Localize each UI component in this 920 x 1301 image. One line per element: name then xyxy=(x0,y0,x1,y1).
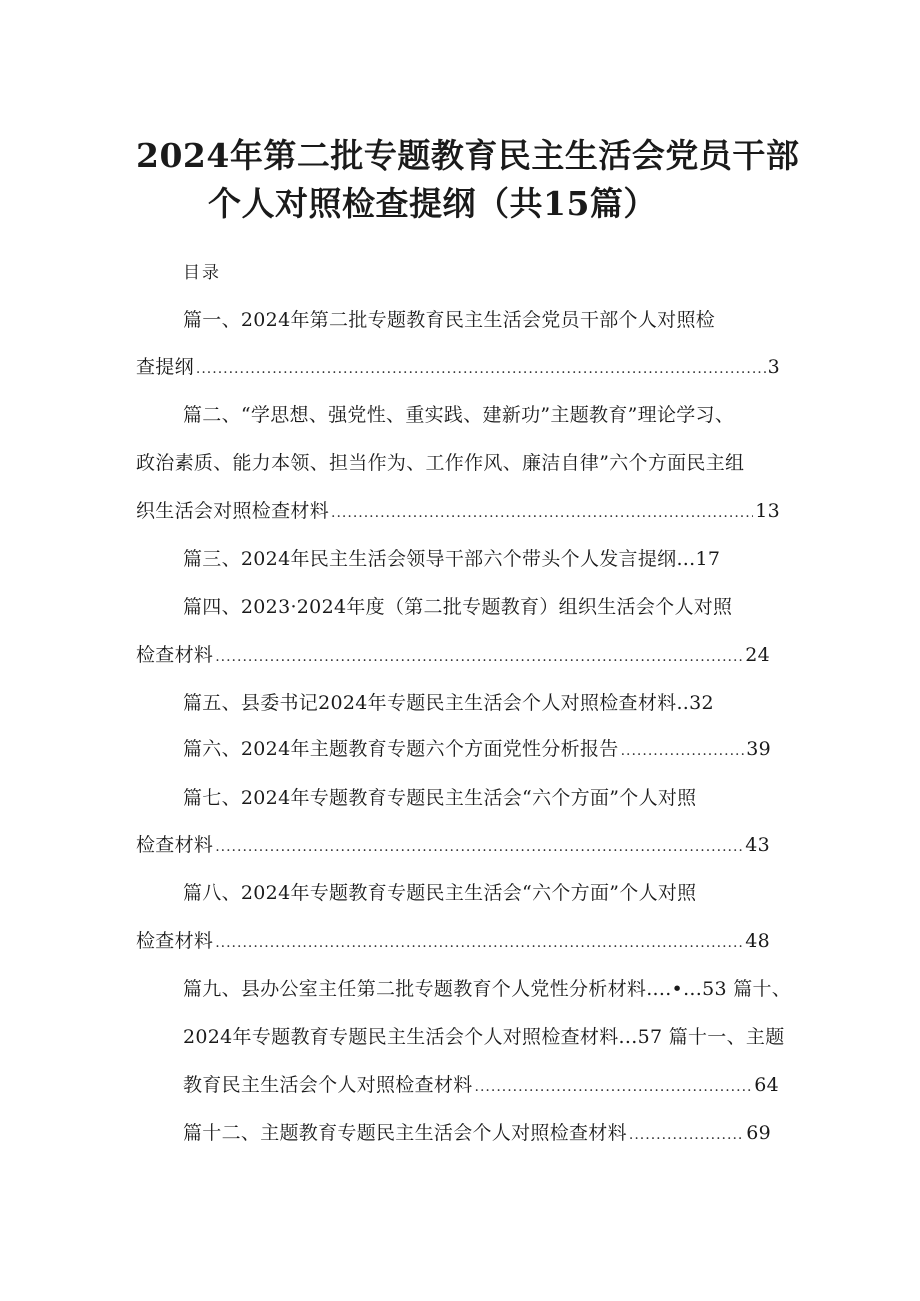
toc-entry-10-line-1[interactable] xyxy=(183,1022,785,1052)
toc-entry-text: 篇八、2024年专题教育专题民主生活会“六个方面”个人对照 xyxy=(183,882,697,904)
toc-entry-text: 篇六、2024年主题教育专题六个方面党性分析报告 xyxy=(183,738,619,760)
toc-leader-dots xyxy=(215,642,743,672)
toc-entry-text: 篇五、县委书记2024年专题民主生活会个人对照检查材料..32 xyxy=(183,692,714,714)
toc-label: 目录 xyxy=(183,263,221,283)
toc-entry-text: 教育民主生活会个人对照检查材料 xyxy=(183,1074,473,1096)
toc-entry-7-line-2[interactable] xyxy=(136,830,770,862)
toc-entry-text: 篇九、县办公室主任第二批专题教育个人党性分析材料....•...53 篇十、 xyxy=(183,978,792,1000)
toc-entry-text: 2024年专题教育专题民主生活会个人对照检查材料...57 篇十一、主题 xyxy=(183,1026,785,1048)
toc-entry-2-line-1[interactable] xyxy=(183,400,734,430)
toc-page-number: 24 xyxy=(745,644,770,666)
toc-entry-7-line-1[interactable] xyxy=(183,783,696,813)
toc-entry-9-line-1[interactable] xyxy=(183,974,791,1004)
toc-entry-2-line-2[interactable] xyxy=(136,448,744,478)
toc-entry-text: 政治素质、能力本领、担当作为、工作作风、廉洁自律”六个方面民主组 xyxy=(136,452,745,474)
toc-entry-text: 检查材料 xyxy=(136,930,214,952)
toc-entry-12[interactable] xyxy=(183,1118,771,1150)
document-title-line-2: 个人对照检查提纲（共15篇） xyxy=(208,184,657,223)
toc-entry-text: 篇三、2024年民主生活会领导干部六个带头个人发言提纲...17 xyxy=(183,548,721,570)
toc-entry-2-line-3[interactable] xyxy=(136,496,780,528)
toc-leader-dots xyxy=(215,928,743,958)
toc-page-number: 69 xyxy=(746,1122,771,1144)
toc-leader-dots xyxy=(215,832,743,862)
toc-page-number: 13 xyxy=(755,500,780,522)
toc-entry-text: 篇二、“学思想、强党性、重实践、建新功”主题教育”理论学习、 xyxy=(183,404,735,426)
toc-leader-dots xyxy=(621,736,745,766)
toc-leader-dots xyxy=(196,354,766,384)
toc-page-number: 48 xyxy=(745,930,770,952)
toc-entry-4-line-2[interactable] xyxy=(136,640,770,672)
toc-entry-6[interactable] xyxy=(183,734,771,766)
toc-entry-text: 篇一、2024年第二批专题教育民主生活会党员干部个人对照检 xyxy=(183,309,716,331)
toc-entry-text: 检查材料 xyxy=(136,644,214,666)
toc-entry-1-line-2[interactable] xyxy=(136,352,780,384)
toc-page-number: 64 xyxy=(754,1074,779,1096)
toc-entry-text: 检查材料 xyxy=(136,834,214,856)
toc-entry-11-line-2[interactable] xyxy=(183,1070,779,1102)
toc-entry-1-line-1[interactable] xyxy=(183,305,715,335)
toc-entry-text: 织生活会对照检查材料 xyxy=(136,500,330,522)
toc-entry-8-line-1[interactable] xyxy=(183,878,696,908)
toc-entry-5[interactable] xyxy=(183,688,714,718)
toc-entry-8-line-2[interactable] xyxy=(136,926,770,958)
toc-entry-text: 篇十二、主题教育专题民主生活会个人对照检查材料 xyxy=(183,1122,627,1144)
toc-leader-dots xyxy=(331,498,753,528)
toc-entry-3[interactable] xyxy=(183,544,720,574)
toc-entry-text: 篇七、2024年专题教育专题民主生活会“六个方面”个人对照 xyxy=(183,787,697,809)
toc-page-number: 43 xyxy=(745,834,770,856)
toc-page-number: 3 xyxy=(767,356,780,378)
toc-entry-text: 篇四、2023·2024年度（第二批专题教育）组织生活会个人对照 xyxy=(183,596,733,618)
toc-entry-4-line-1[interactable] xyxy=(183,592,732,622)
toc-page-number: 39 xyxy=(746,738,771,760)
document-title-line-1: 2024年第二批专题教育民主生活会党员干部 xyxy=(136,136,800,175)
toc-leader-dots xyxy=(629,1120,744,1150)
toc-entry-text: 查提纲 xyxy=(136,356,194,378)
toc-leader-dots xyxy=(475,1072,753,1102)
